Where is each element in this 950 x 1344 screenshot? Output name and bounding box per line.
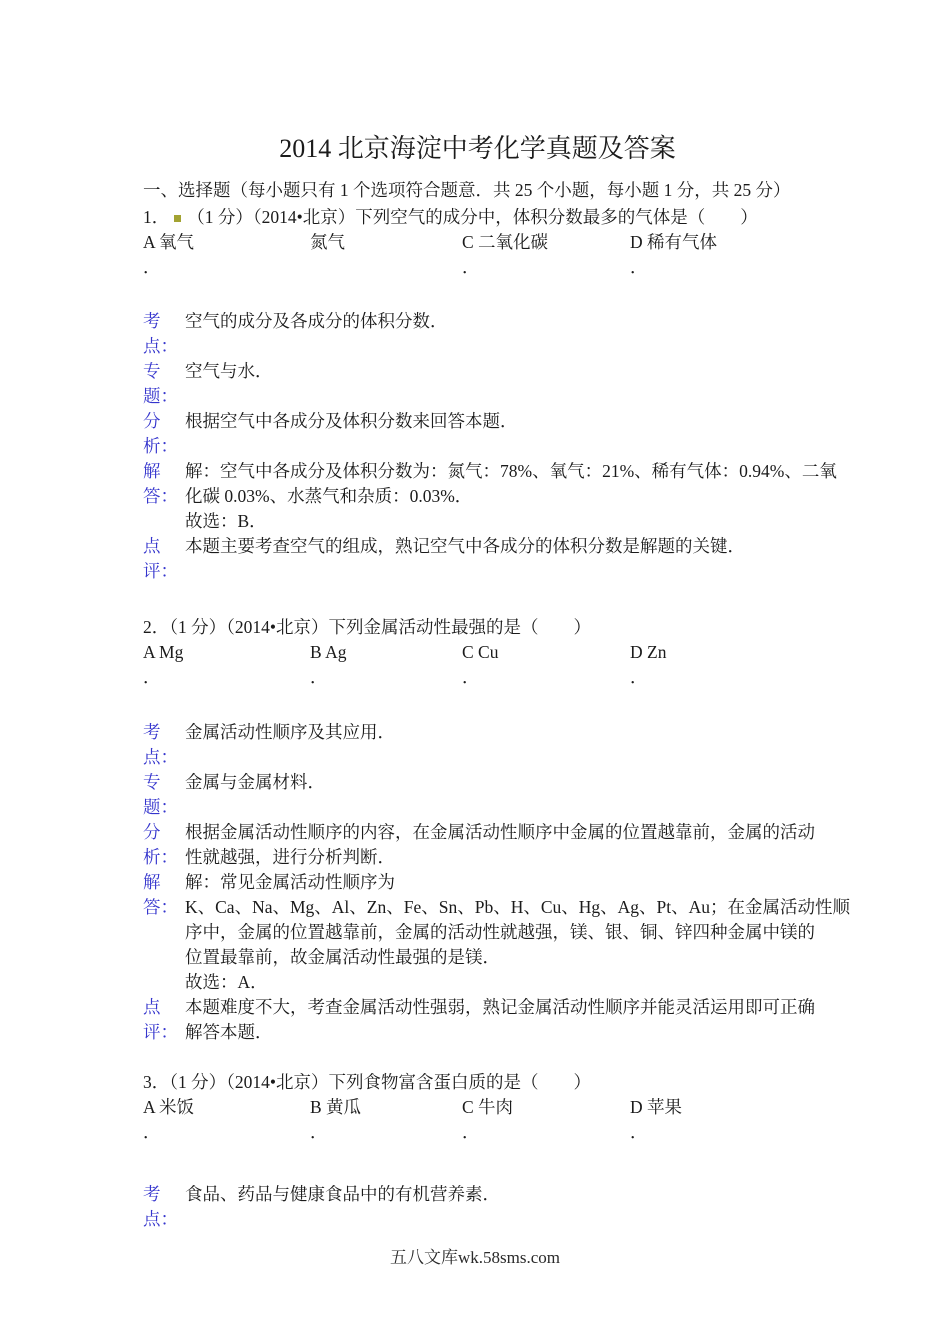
exp-text [185,1207,812,1232]
question-1-options [143,230,812,255]
exp-text: 位置最靠前，故金属活动性最强的是镁． [185,947,500,967]
exp-label: 考 [143,1184,161,1204]
option-d: D 稀有气体 [630,232,718,252]
exp-label: 答： [143,486,178,506]
exp-text: 根据金属活动性顺序的内容，在金属活动性顺序中金属的位置越靠前，金属的活动 [185,822,815,842]
exp-label [143,970,185,995]
exp-text: 性就越强，进行分析判断． [185,847,395,867]
option-dot: ． [143,257,161,277]
exp-text: 根据空气中各成分及体积分数来回答本题． [185,411,518,431]
exp-label: 点 [143,536,161,556]
option-dot: ． [143,1122,161,1142]
exp-label: 点： [143,336,178,356]
explanation-row [143,484,812,509]
option-c: C 二氧化碳 [462,232,549,252]
option-d: D Zn [630,642,667,662]
exp-text: 解答本题． [185,1022,273,1042]
exp-label: 考 [143,311,161,331]
option-dot: ． [630,1122,648,1142]
exp-label: 评： [143,1022,178,1042]
option-dot: ． [462,257,480,277]
question-1-explanation [143,309,837,584]
explanation-row [143,820,815,845]
exp-text: 本题主要考查空气的组成，熟记空气中各成分的体积分数是解题的关键． [185,536,745,556]
option-dot: ． [143,667,161,687]
explanation-row [143,845,812,870]
explanation-row [143,384,812,409]
explanation-row [143,459,837,484]
option-dot: ． [630,257,648,277]
question-1-option-dots [143,255,812,280]
option-dot: ． [310,667,328,687]
option-dot: ． [630,667,648,687]
option-dot: ． [462,1122,480,1142]
exp-label: 题： [143,386,178,406]
bullet-marker-icon [174,215,181,222]
question-2-option-dots [143,665,812,690]
footer-watermark: 五八文库wk.58sms.com [390,1248,560,1267]
section-heading: 一、选择题（每小题只有 1 个选项符合题意．共 25 个小题，每小题 1 分，共 25 分） [143,180,791,200]
explanation-row [143,770,812,795]
exp-text: 解：空气中各成分及体积分数为：氮气：78%、氧气：21%、稀有气体：0.94%、二氧 [185,461,837,481]
explanation-row [143,534,812,559]
exp-label: 分 [143,411,161,431]
exp-text: 解：常见金属活动性顺序为 [185,872,395,892]
question-2-explanation [143,720,851,1045]
question-3-options [143,1095,812,1120]
option-dot: ． [462,667,480,687]
exp-text [185,434,812,459]
explanation-row [143,509,812,534]
explanation-row [143,870,812,895]
exp-label: 考 [143,722,161,742]
question-1-text: （1 分）（2014•北京）下列空气的成分中，体积分数最多的气体是（ ） [187,207,758,227]
question-2-options [143,640,812,665]
explanation-row [143,334,812,359]
exp-label: 点： [143,747,178,767]
explanation-row [143,745,812,770]
exp-text [185,334,812,359]
explanation-row [143,434,812,459]
explanation-row [143,559,812,584]
exp-label: 解 [143,872,161,892]
explanation-row [143,995,815,1020]
exp-label [143,920,185,945]
exp-text: 故选：A． [185,972,268,992]
option-a: A 米饭 [143,1097,195,1117]
exp-text [185,745,812,770]
option-c: C 牛肉 [462,1097,514,1117]
exp-text: 故选：B． [185,511,267,531]
question-3-text: （1 分）（2014•北京）下列食物富含蛋白质的是（ ） [169,1072,592,1092]
explanation-row [143,795,812,820]
question-1-number: 1． [143,207,170,227]
exp-text [185,795,812,820]
exp-text: 空气与水． [185,361,273,381]
exp-text: 空气的成分及各成分的体积分数． [185,311,448,331]
option-c: C Cu [462,642,499,662]
exp-text: 本题难度不大，考查金属活动性强弱，熟记金属活动性顺序并能灵活运用即可正确 [185,997,815,1017]
exp-label: 专 [143,361,161,381]
explanation-row [143,945,812,970]
option-a: A 氧气 [143,232,195,252]
question-2 [143,615,851,1045]
exp-label: 解 [143,461,161,481]
exp-text: 金属活动性顺序及其应用． [185,722,395,742]
exp-text: 序中，金属的位置越靠前，金属的活动性就越强，镁、银、铜、锌四种金属中镁的 [185,922,815,942]
explanation-row [143,920,815,945]
option-a: A Mg [143,642,184,662]
option-b: 氮气 [310,232,345,252]
explanation-row [143,1207,812,1232]
exp-label: 点 [143,997,161,1017]
option-dot: ． [310,1122,328,1142]
question-1 [143,205,837,584]
explanation-row [143,720,812,745]
question-2-text: （1 分）（2014•北京）下列金属活动性最强的是（ ） [169,617,592,637]
exp-text: 化碳 0.03%、水蒸气和杂质：0.03%． [185,486,473,506]
exp-text: K、Ca、Na、Mg、Al、Zn、Fe、Sn、Pb、H、Cu、Hg、Ag、Pt、Au；在金属活动性顺 [185,897,851,917]
question-3-explanation [143,1182,812,1232]
question-2-number: 2． [143,617,170,637]
option-d: D 苹果 [630,1097,683,1117]
exp-label [143,945,185,970]
exp-label: 析： [143,847,178,867]
exp-label: 专 [143,772,161,792]
option-b: B Ag [310,642,347,662]
exp-text: 金属与金属材料． [185,772,325,792]
question-2-stem [143,615,812,640]
explanation-row [143,409,812,434]
explanation-row [143,970,812,995]
question-1-stem [143,205,812,230]
question-3-stem [143,1070,812,1095]
exp-label [143,509,185,534]
page-title: 2014 北京海淀中考化学真题及答案 [279,134,676,163]
exp-text: 食品、药品与健康食品中的有机营养素． [185,1184,500,1204]
explanation-row [143,359,812,384]
exp-label: 析： [143,436,178,456]
exp-label: 分 [143,822,161,842]
option-b: B 黄瓜 [310,1097,362,1117]
question-3-number: 3． [143,1072,170,1092]
exp-label: 评： [143,561,178,581]
exp-label: 点： [143,1209,178,1229]
explanation-row [143,1020,812,1045]
explanation-row [143,1182,812,1207]
exp-label: 题： [143,797,178,817]
exp-text [185,384,812,409]
exp-text [185,559,812,584]
explanation-row [143,309,812,334]
question-3 [143,1070,812,1232]
question-3-option-dots [143,1120,812,1145]
option-dot [310,255,462,280]
explanation-row [143,895,851,920]
exp-label: 答： [143,897,178,917]
